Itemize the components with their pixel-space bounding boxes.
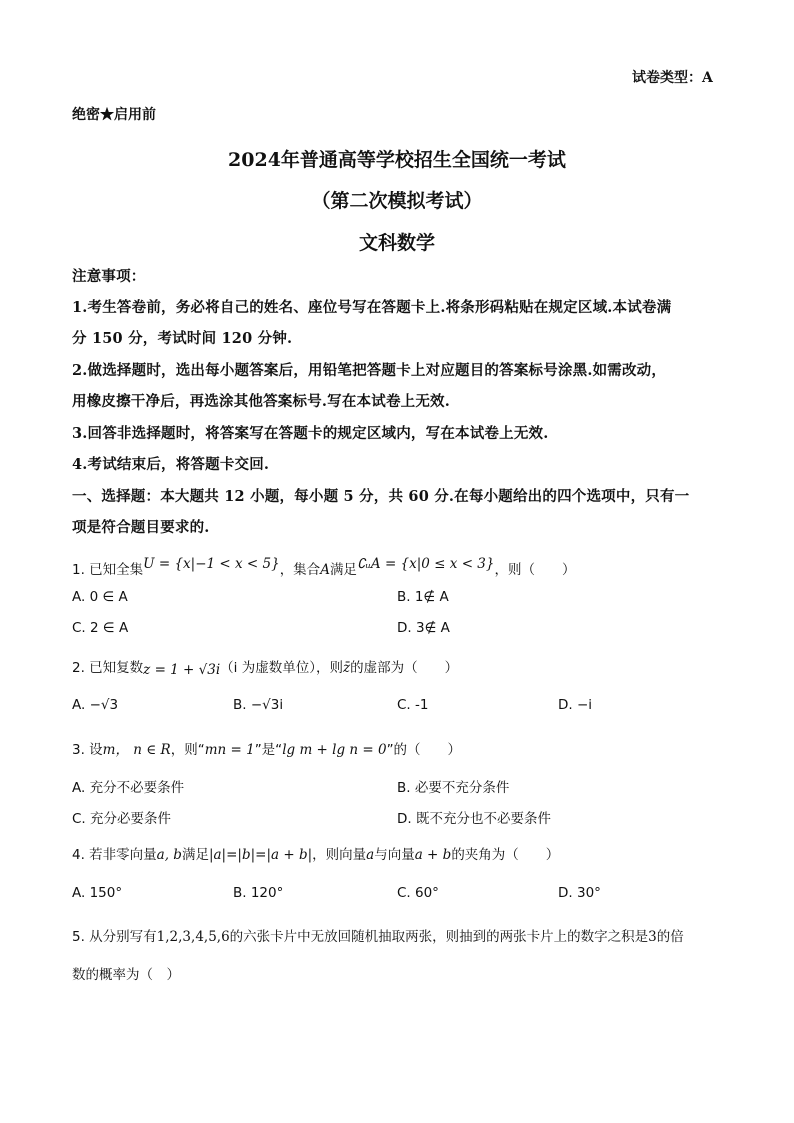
q1-stem-part: 1. 已知全集 xyxy=(72,562,144,578)
q3-option-b: B. 必要不充分条件 xyxy=(397,780,510,796)
q5-multiple-number: 3 xyxy=(648,929,657,945)
section-1-intro-line-2: 项是符合题目要求的. xyxy=(72,519,210,536)
q1-complement-formula: ∁ᵤA = {x|0 ≤ x < 3} xyxy=(356,556,495,572)
question-4-stem xyxy=(72,843,559,863)
q1-stem-part: 满足 xyxy=(329,562,357,578)
q1-universal-set-formula: U = {x|−1 < x < 5} xyxy=(143,556,280,572)
q5-card-numbers: 1,2,3,4,5,6 xyxy=(156,929,230,945)
notice-item-2-line-2: 用橡皮擦干净后，再选涂其他答案标号.写在本试卷上无效. xyxy=(72,393,450,410)
q2-option-b: B. −√3i xyxy=(233,697,284,713)
confidential-mark: 绝密★启用前 xyxy=(72,107,156,123)
q4-stem-part: 与向量 xyxy=(374,847,415,863)
q2-stem-part: （i 为虚数单位），则 xyxy=(220,660,343,676)
q3-stem-part: ，则“ xyxy=(170,742,205,758)
q1-option-a: A. 0 ∈ A xyxy=(72,589,128,605)
q3-option-d: D. 既不充分也不必要条件 xyxy=(397,811,551,827)
question-1-stem xyxy=(72,558,575,578)
exam-title: 2024年普通高等学校招生全国统一考试 xyxy=(228,149,566,171)
q1-option-b: B. 1∉ A xyxy=(397,589,449,605)
section-1-intro-line-1: 一、选择题：本大题共 12 小题，每小题 5 分，共 60 分.在每小题给出的四个选项中，只有一 xyxy=(72,488,690,505)
q2-stem-part: 的虚部为（ ） xyxy=(350,660,459,676)
question-5-stem-line-2: 数的概率为（ ） xyxy=(72,967,180,983)
q1-option-d: D. 3∉ A xyxy=(397,620,450,636)
q3-option-a: A. 充分不必要条件 xyxy=(72,780,185,796)
q4-vector-sum: a + b xyxy=(414,847,452,863)
q4-magnitude-condition: |a|=|b|=|a + b| xyxy=(208,847,313,863)
q3-log-condition: lg m + lg n = 0 xyxy=(282,742,387,758)
q4-vector-a: a xyxy=(366,847,375,863)
question-2-stem xyxy=(72,656,458,676)
question-3-stem xyxy=(72,738,461,758)
q3-option-c: C. 充分必要条件 xyxy=(72,811,172,827)
q3-stem-part: 3. 设 xyxy=(72,742,103,758)
paper-type: 试卷类型：A xyxy=(632,70,713,86)
q4-option-a: A. 150° xyxy=(72,885,123,901)
notice-heading: 注意事项： xyxy=(72,268,146,285)
q2-option-d: D. −i xyxy=(558,697,593,713)
q1-set-a-symbol: A xyxy=(320,562,330,578)
q1-option-c: C. 2 ∈ A xyxy=(72,620,129,636)
q4-stem-part: 4. 若非零向量 xyxy=(72,847,157,863)
notice-item-3: 3.回答非选择题时，将答案写在答题卡的规定区域内，写在本试卷上无效. xyxy=(72,425,549,442)
q4-stem-part: ，则向量 xyxy=(312,847,367,863)
notice-item-2-line-1: 2.做选择题时，选出每小题答案后，用铅笔把答题卡上对应题目的答案标号涂黑.如需改动， xyxy=(72,362,667,379)
subject-title: 文科数学 xyxy=(358,232,435,254)
q4-stem-part: 的夹角为（ ） xyxy=(451,847,560,863)
q2-option-c: C. -1 xyxy=(397,697,429,713)
q2-conjugate-symbol: z̄ xyxy=(342,660,351,676)
q5-stem-part: 5. 从分别写有 xyxy=(72,929,157,945)
question-5-stem-line-1 xyxy=(72,925,684,945)
notice-item-1-line-1: 1.考生答卷前，务必将自己的姓名、座位号写在答题卡上.将条形码粘贴在规定区域.本试卷满 xyxy=(72,299,672,316)
notice-item-4: 4.考试结束后，将答题卡交回. xyxy=(72,456,270,473)
q1-stem-part: ，则（ ） xyxy=(494,562,576,578)
exam-subtitle: （第二次模拟考试） xyxy=(311,190,483,212)
q5-stem-part: 的六张卡片中无放回随机抽取两张，则抽到的两张卡片上的数字之积是 xyxy=(229,929,649,945)
q3-stem-part: ”是“ xyxy=(254,742,283,758)
q2-complex-formula: z = 1 + √3i xyxy=(143,662,221,678)
q4-vectors: a, b xyxy=(156,847,182,863)
q3-variables: m， n ∈ R xyxy=(102,742,171,758)
q4-stem-part: 满足 xyxy=(181,847,209,863)
q2-option-a: A. −√3 xyxy=(72,697,119,713)
q3-stem-part: ”的（ ） xyxy=(386,742,462,758)
q5-stem-part: 的倍 xyxy=(656,929,684,945)
q3-product-condition: mn = 1 xyxy=(204,742,255,758)
q4-option-d: D. 30° xyxy=(558,885,601,901)
q2-stem-part: 2. 已知复数 xyxy=(72,660,144,676)
q4-option-b: B. 120° xyxy=(233,885,284,901)
q1-stem-part: ，集合 xyxy=(279,562,321,578)
q4-option-c: C. 60° xyxy=(397,885,439,901)
notice-item-1-line-2: 分 150 分，考试时间 120 分钟. xyxy=(72,330,293,347)
